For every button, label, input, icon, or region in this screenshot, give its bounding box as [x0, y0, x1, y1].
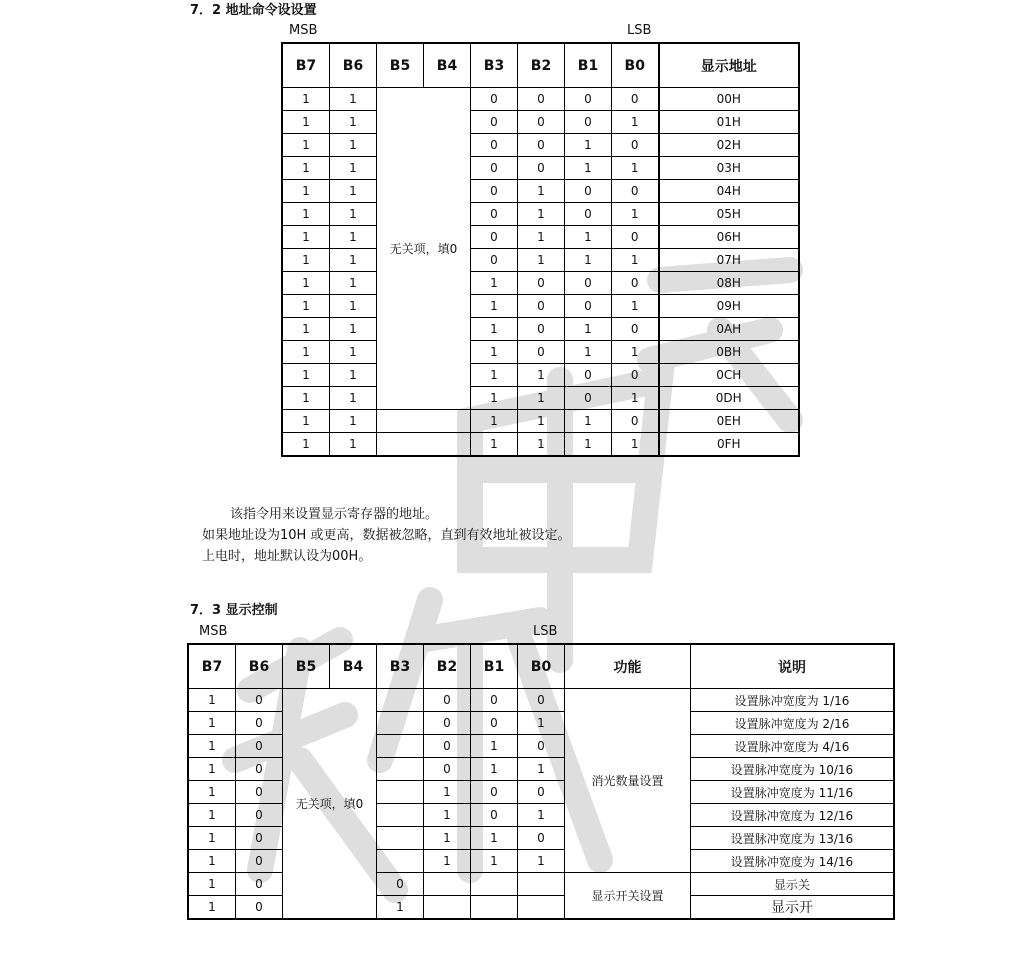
cell-b6: 1 — [330, 364, 377, 387]
cell-b7: 1 — [283, 341, 330, 364]
cell-b1: 0 — [565, 364, 612, 387]
cell-b0: 0 — [612, 180, 659, 203]
cell-b0: 1 — [518, 804, 565, 827]
cell-b1 — [471, 873, 518, 896]
cell-b7: 1 — [189, 758, 236, 781]
cell-b6: 0 — [236, 712, 283, 735]
cell-b6: 1 — [330, 180, 377, 203]
cell-b2: 1 — [424, 804, 471, 827]
cell-b6: 1 — [330, 341, 377, 364]
cell-b1: 0 — [565, 295, 612, 318]
cell-b3 — [377, 827, 424, 850]
cell-b3: 0 — [471, 111, 518, 134]
cell-address: 06H — [659, 226, 799, 249]
cell-b1: 0 — [471, 712, 518, 735]
cell-b2: 0 — [518, 295, 565, 318]
cell-b2: 0 — [518, 318, 565, 341]
cell-b6: 0 — [236, 896, 283, 919]
cell-b2: 0 — [518, 272, 565, 295]
cell-b2: 0 — [518, 111, 565, 134]
cell-b0: 1 — [612, 341, 659, 364]
cell-b1: 0 — [565, 111, 612, 134]
cell-description: 设置脉冲宽度为 12/16 — [691, 804, 894, 827]
cell-b3 — [377, 850, 424, 873]
cell-b0: 0 — [612, 272, 659, 295]
cell-b1: 0 — [565, 88, 612, 111]
table-row — [189, 689, 894, 712]
cell-b2 — [424, 896, 471, 919]
cell-description: 设置脉冲宽度为 10/16 — [691, 758, 894, 781]
table-row — [283, 364, 799, 387]
cell-b7: 1 — [283, 157, 330, 180]
cell-b2: 0 — [424, 758, 471, 781]
cell-address: 07H — [659, 249, 799, 272]
cell-b6: 1 — [330, 203, 377, 226]
cell-b1: 0 — [565, 203, 612, 226]
cell-b3 — [377, 781, 424, 804]
header-b2: B2 — [424, 645, 471, 689]
cell-b3: 1 — [471, 410, 518, 433]
cell-b2: 0 — [518, 88, 565, 111]
cell-b7: 1 — [189, 827, 236, 850]
address-command-table — [282, 43, 799, 456]
cell-b7: 1 — [189, 689, 236, 712]
paragraph-line-2: 如果地址设为10H 或更高，数据被忽略，直到有效地址被设定。 — [202, 528, 571, 543]
table-row — [283, 157, 799, 180]
cell-b7: 1 — [283, 295, 330, 318]
cell-empty — [377, 410, 471, 433]
cell-b0: 0 — [612, 364, 659, 387]
cell-b7: 1 — [283, 88, 330, 111]
cell-b6: 1 — [330, 249, 377, 272]
cell-b6: 1 — [330, 88, 377, 111]
cell-b2: 1 — [424, 850, 471, 873]
section-title-address: 7．2 地址命令设设置 — [190, 3, 317, 18]
cell-b1: 0 — [565, 180, 612, 203]
cell-b3 — [377, 735, 424, 758]
cell-b3: 0 — [471, 226, 518, 249]
cell-b0: 0 — [518, 781, 565, 804]
cell-b1: 0 — [471, 804, 518, 827]
cell-b1: 1 — [565, 341, 612, 364]
cell-b6: 1 — [330, 295, 377, 318]
cell-b6: 1 — [330, 387, 377, 410]
cell-b6: 1 — [330, 226, 377, 249]
cell-description: 设置脉冲宽度为 1/16 — [691, 689, 894, 712]
header-b0: B0 — [612, 44, 659, 88]
cell-b0: 0 — [612, 318, 659, 341]
cell-b2: 1 — [518, 410, 565, 433]
cell-b1: 0 — [471, 689, 518, 712]
cell-b0: 1 — [518, 850, 565, 873]
cell-b2: 1 — [518, 364, 565, 387]
table-row — [283, 410, 799, 433]
header-description: 说明 — [691, 645, 894, 689]
header-b6: B6 — [330, 44, 377, 88]
table-row — [283, 88, 799, 111]
cell-b1: 1 — [471, 758, 518, 781]
cell-b2: 1 — [518, 180, 565, 203]
cell-b3 — [377, 804, 424, 827]
cell-b7: 1 — [189, 850, 236, 873]
cell-b3: 0 — [471, 203, 518, 226]
cell-description: 设置脉冲宽度为 2/16 — [691, 712, 894, 735]
cell-dont-care: 无关项，填0 — [377, 88, 471, 410]
display-control-table — [188, 644, 894, 919]
cell-b3: 1 — [471, 295, 518, 318]
header-display-address: 显示地址 — [659, 44, 799, 88]
cell-b3: 0 — [377, 873, 424, 896]
cell-b1: 1 — [565, 410, 612, 433]
cell-b7: 1 — [283, 134, 330, 157]
cell-b7: 1 — [189, 712, 236, 735]
cell-b2: 1 — [518, 226, 565, 249]
header-b6: B6 — [236, 645, 283, 689]
cell-description: 设置脉冲宽度为 4/16 — [691, 735, 894, 758]
cell-b3: 1 — [471, 433, 518, 456]
table-row — [283, 433, 799, 456]
cell-b7: 1 — [283, 111, 330, 134]
cell-address: 09H — [659, 295, 799, 318]
cell-b1: 1 — [565, 134, 612, 157]
cell-b1: 1 — [471, 850, 518, 873]
cell-b7: 1 — [283, 387, 330, 410]
cell-b3 — [377, 712, 424, 735]
header-b3: B3 — [471, 44, 518, 88]
cell-b2: 0 — [424, 712, 471, 735]
cell-b7: 1 — [283, 364, 330, 387]
cell-b2: 1 — [518, 433, 565, 456]
cell-b6: 1 — [330, 318, 377, 341]
header-b1: B1 — [471, 645, 518, 689]
cell-b0: 0 — [518, 735, 565, 758]
cell-b0: 1 — [612, 157, 659, 180]
paragraph-line-1: 该指令用来设置显示寄存器的地址。 — [230, 507, 439, 522]
cell-b2: 1 — [518, 387, 565, 410]
cell-b1: 1 — [565, 318, 612, 341]
cell-b7: 1 — [283, 226, 330, 249]
cell-b0: 0 — [518, 827, 565, 850]
cell-b6: 0 — [236, 689, 283, 712]
cell-b3: 0 — [471, 180, 518, 203]
cell-b2: 1 — [518, 249, 565, 272]
cell-description: 设置脉冲宽度为 13/16 — [691, 827, 894, 850]
cell-b6: 1 — [330, 433, 377, 456]
cell-b7: 1 — [189, 804, 236, 827]
cell-b1: 1 — [565, 433, 612, 456]
cell-b7: 1 — [283, 180, 330, 203]
header-b5: B5 — [283, 645, 330, 689]
header-b4: B4 — [424, 44, 471, 88]
cell-description: 设置脉冲宽度为 11/16 — [691, 781, 894, 804]
cell-address: 0FH — [659, 433, 799, 456]
cell-b3: 1 — [471, 272, 518, 295]
header-b4: B4 — [330, 645, 377, 689]
cell-b2: 1 — [518, 203, 565, 226]
table-row — [283, 203, 799, 226]
header-b7: B7 — [283, 44, 330, 88]
cell-b0 — [518, 896, 565, 919]
cell-b7: 1 — [189, 896, 236, 919]
cell-address: 0BH — [659, 341, 799, 364]
paragraph-line-3: 上电时，地址默认设为00H。 — [202, 549, 372, 564]
cell-address: 0DH — [659, 387, 799, 410]
cell-function-switch: 显示开关设置 — [565, 873, 691, 919]
cell-b1: 1 — [565, 157, 612, 180]
cell-b1: 1 — [471, 735, 518, 758]
table-row — [283, 249, 799, 272]
cell-address: 01H — [659, 111, 799, 134]
cell-b0: 0 — [612, 88, 659, 111]
cell-address: 02H — [659, 134, 799, 157]
table-row — [283, 318, 799, 341]
cell-description: 显示开 — [691, 896, 894, 919]
cell-b2: 0 — [424, 689, 471, 712]
cell-b3 — [377, 689, 424, 712]
cell-b2: 0 — [518, 134, 565, 157]
lsb-label-2: LSB — [533, 624, 558, 639]
cell-b6: 1 — [330, 410, 377, 433]
cell-address: 0CH — [659, 364, 799, 387]
cell-address: 08H — [659, 272, 799, 295]
cell-b0: 1 — [612, 387, 659, 410]
header-b0: B0 — [518, 645, 565, 689]
cell-b6: 1 — [330, 272, 377, 295]
cell-address: 05H — [659, 203, 799, 226]
cell-b2: 0 — [518, 157, 565, 180]
cell-b7: 1 — [283, 272, 330, 295]
cell-b6: 1 — [330, 111, 377, 134]
cell-address: 0AH — [659, 318, 799, 341]
cell-b1: 1 — [565, 226, 612, 249]
table-row — [283, 387, 799, 410]
header-b1: B1 — [565, 44, 612, 88]
header-b2: B2 — [518, 44, 565, 88]
header-b3: B3 — [377, 645, 424, 689]
cell-b1: 0 — [565, 272, 612, 295]
table-row — [283, 295, 799, 318]
cell-b7: 1 — [283, 318, 330, 341]
cell-b0: 1 — [612, 433, 659, 456]
cell-b6: 0 — [236, 850, 283, 873]
cell-address: 03H — [659, 157, 799, 180]
header-function: 功能 — [565, 645, 691, 689]
header-b5: B5 — [377, 44, 424, 88]
cell-b2: 1 — [424, 827, 471, 850]
cell-b0: 1 — [518, 712, 565, 735]
cell-b0: 1 — [612, 295, 659, 318]
table-row — [283, 111, 799, 134]
cell-b6: 0 — [236, 735, 283, 758]
cell-b0: 1 — [612, 249, 659, 272]
cell-b0 — [518, 873, 565, 896]
cell-b3: 0 — [471, 249, 518, 272]
cell-b6: 0 — [236, 804, 283, 827]
cell-b7: 1 — [189, 873, 236, 896]
header-b7: B7 — [189, 645, 236, 689]
cell-b7: 1 — [283, 203, 330, 226]
cell-function-blanking: 消光数量设置 — [565, 689, 691, 873]
cell-b7: 1 — [283, 249, 330, 272]
cell-address: 04H — [659, 180, 799, 203]
cell-b3: 0 — [471, 88, 518, 111]
cell-b0: 0 — [518, 689, 565, 712]
cell-b2 — [424, 873, 471, 896]
cell-b2: 0 — [424, 735, 471, 758]
cell-b1: 0 — [565, 387, 612, 410]
table-row — [283, 180, 799, 203]
cell-b7: 1 — [283, 433, 330, 456]
table-row — [283, 341, 799, 364]
cell-b3: 1 — [471, 318, 518, 341]
cell-address: 00H — [659, 88, 799, 111]
cell-b6: 1 — [330, 134, 377, 157]
cell-b0: 0 — [612, 226, 659, 249]
cell-b0: 1 — [612, 111, 659, 134]
cell-b3 — [377, 758, 424, 781]
cell-b0: 1 — [612, 203, 659, 226]
cell-b7: 1 — [283, 410, 330, 433]
cell-b2: 0 — [518, 341, 565, 364]
msb-label: MSB — [289, 23, 318, 38]
cell-b3: 0 — [471, 157, 518, 180]
cell-address: 0EH — [659, 410, 799, 433]
cell-b6: 0 — [236, 873, 283, 896]
cell-b1: 0 — [471, 781, 518, 804]
cell-b1: 1 — [565, 249, 612, 272]
msb-label-2: MSB — [199, 624, 228, 639]
cell-b7: 1 — [189, 735, 236, 758]
cell-b0: 0 — [612, 410, 659, 433]
cell-b3: 1 — [471, 387, 518, 410]
cell-b6: 0 — [236, 827, 283, 850]
table-row — [283, 272, 799, 295]
table-row — [283, 226, 799, 249]
cell-b0: 0 — [612, 134, 659, 157]
cell-b6: 1 — [330, 157, 377, 180]
table-row — [283, 134, 799, 157]
cell-dont-care: 无关项，填0 — [283, 689, 377, 919]
cell-b0: 1 — [518, 758, 565, 781]
cell-b3: 1 — [471, 364, 518, 387]
cell-b1 — [471, 896, 518, 919]
cell-empty — [377, 433, 471, 456]
cell-b1: 1 — [471, 827, 518, 850]
cell-b3: 1 — [471, 341, 518, 364]
section-title-display-control: 7．3 显示控制 — [190, 603, 278, 618]
cell-description: 设置脉冲宽度为 14/16 — [691, 850, 894, 873]
cell-b7: 1 — [189, 781, 236, 804]
cell-b6: 0 — [236, 781, 283, 804]
cell-description: 显示关 — [691, 873, 894, 896]
cell-b2: 1 — [424, 781, 471, 804]
lsb-label: LSB — [627, 23, 652, 38]
cell-b3: 0 — [471, 134, 518, 157]
cell-b6: 0 — [236, 758, 283, 781]
cell-b3: 1 — [377, 896, 424, 919]
